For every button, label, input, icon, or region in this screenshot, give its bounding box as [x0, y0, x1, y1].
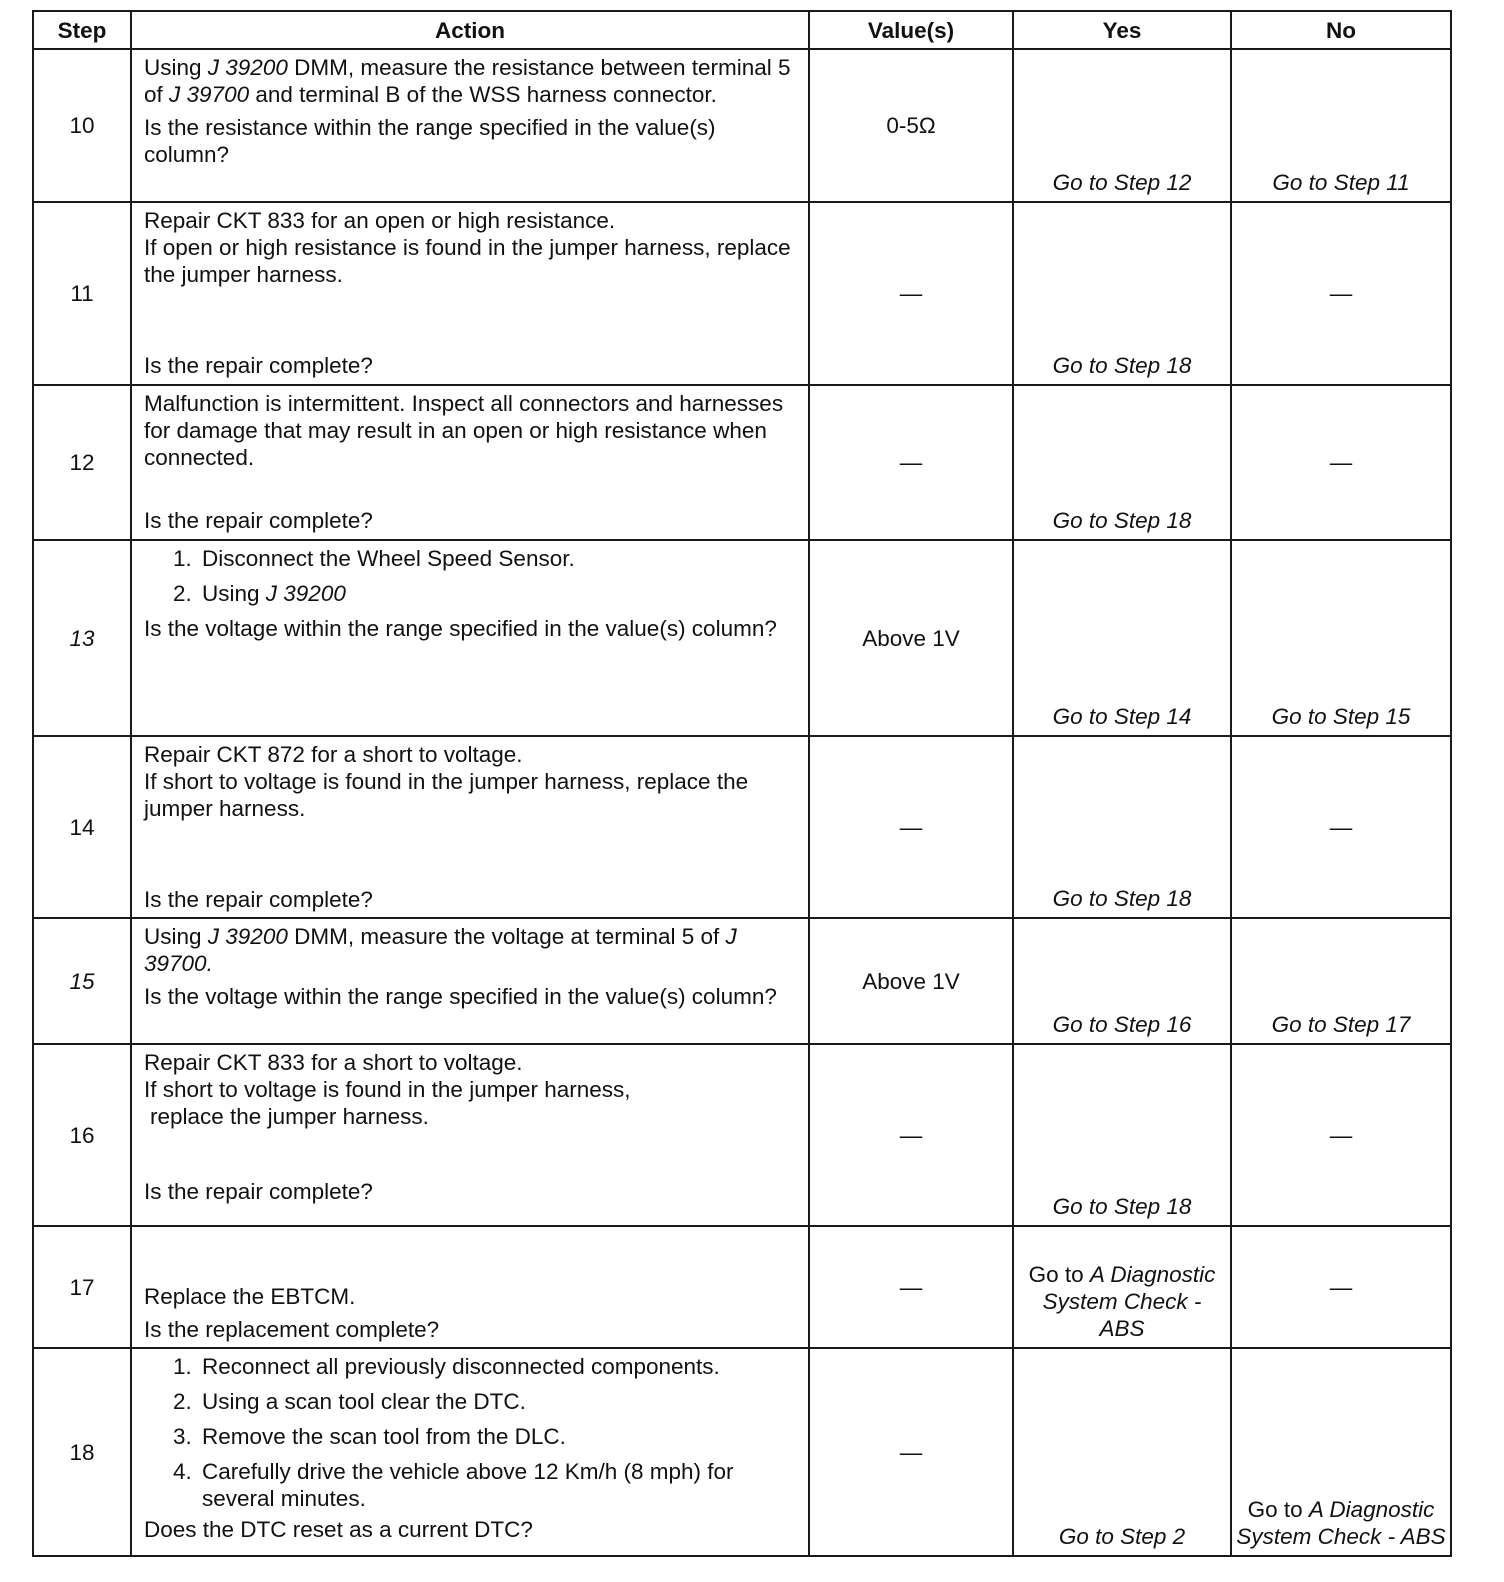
action-question: Is the repair complete? [144, 1179, 373, 1204]
no-goto-prefix: Go to [1247, 1497, 1309, 1522]
action-question: Is the resistance within the range specified in the value(s) column? [144, 115, 716, 167]
action-question: Does the DTC reset as a current DTC? [144, 1517, 533, 1542]
header-action: Action [131, 11, 809, 49]
tool-ref: J 39200 [207, 924, 288, 949]
header-row [33, 11, 1451, 49]
no-cell [1231, 1348, 1451, 1556]
value-cell: 0-5Ω [809, 49, 1013, 202]
table-row-step-15 [33, 918, 1451, 1044]
tool-ref: J 39700 [169, 82, 250, 107]
value-cell: — [809, 1044, 1013, 1226]
step-number: 11 [33, 202, 131, 385]
action-text: Repair CKT 872 for a short to voltage. [144, 742, 523, 767]
action-question: Is the repair complete? [144, 508, 373, 533]
value-cell: — [809, 1226, 1013, 1348]
action-cell [131, 385, 809, 540]
yes-goto-target: A Diagnostic System Check - ABS [1042, 1262, 1216, 1341]
no-cell: — [1231, 202, 1451, 385]
action-text: Using J 39200 DMM, measure the voltage at terminal 5 of J 39700. [144, 924, 737, 976]
list-item: 2. Using a scan tool clear the DTC. [198, 1388, 802, 1415]
yes-cell [1013, 1226, 1231, 1348]
table-row-step-18 [33, 1348, 1451, 1556]
yes-cell: Go to Step 18 [1013, 385, 1231, 540]
tool-ref: J 39200 [207, 55, 288, 80]
yes-cell: Go to Step 18 [1013, 202, 1231, 385]
value-cell: — [809, 202, 1013, 385]
list-item: 4. Carefully drive the vehicle above 12 Km/h (8 mph) for several minutes. [198, 1458, 802, 1512]
step-number: 16 [33, 1044, 131, 1226]
header-values: Value(s) [809, 11, 1013, 49]
yes-cell: Go to Step 18 [1013, 736, 1231, 918]
header-yes: Yes [1013, 11, 1231, 49]
value-cell: Above 1V [809, 918, 1013, 1044]
action-text: Using J 39200 DMM, measure the resistance between terminal 5 of J 39700 and terminal B of the WSS harness connector. [144, 55, 791, 107]
action-text: Replace the EBTCM. [144, 1284, 356, 1309]
step-number: 12 [33, 385, 131, 540]
action-text: replace the jumper harness. [150, 1104, 429, 1129]
list-item: 2. Using J 39200 [198, 580, 802, 607]
value-cell: — [809, 385, 1013, 540]
table-row-step-14 [33, 736, 1451, 918]
action-text: Repair CKT 833 for an open or high resistance. [144, 208, 616, 233]
table-row-step-13 [33, 540, 1451, 736]
action-cell [131, 49, 809, 202]
no-cell: Go to Step 15 [1231, 540, 1451, 736]
action-question: Is the voltage within the range specified in the value(s) column? [144, 616, 777, 641]
table-row-step-17 [33, 1226, 1451, 1348]
no-cell: — [1231, 1226, 1451, 1348]
action-question: Is the replacement complete? [144, 1317, 440, 1342]
value-cell: — [809, 736, 1013, 918]
step-number: 17 [33, 1226, 131, 1348]
action-question: Is the repair complete? [144, 887, 373, 912]
table-row-step-10 [33, 49, 1451, 202]
no-cell: — [1231, 1044, 1451, 1226]
list-item: 1. Reconnect all previously disconnected components. [198, 1353, 802, 1380]
action-cell [131, 1044, 809, 1226]
action-text: Repair CKT 833 for a short to voltage. [144, 1050, 523, 1075]
list-item: 1. Disconnect the Wheel Speed Sensor. [198, 545, 802, 572]
action-text: If short to voltage is found in the jumper harness, replace the jumper harness. [144, 769, 749, 821]
step-number: 14 [33, 736, 131, 918]
header-step: Step [33, 11, 131, 49]
action-steps [144, 545, 802, 607]
action-cell [131, 540, 809, 736]
header-no: No [1231, 11, 1451, 49]
yes-cell: Go to Step 2 [1013, 1348, 1231, 1556]
action-text: Malfunction is intermittent. Inspect all connectors and harnesses for damage that may result in an open or high resistance when connected. [144, 391, 784, 470]
yes-cell: Go to Step 16 [1013, 918, 1231, 1044]
step-number: 13 [33, 540, 131, 736]
step-number: 10 [33, 49, 131, 202]
action-cell [131, 202, 809, 385]
value-cell: Above 1V [809, 540, 1013, 736]
action-cell [131, 1226, 809, 1348]
action-cell [131, 918, 809, 1044]
yes-cell: Go to Step 18 [1013, 1044, 1231, 1226]
diagnostic-table [32, 10, 1452, 1557]
action-question: Is the voltage within the range specified in the value(s) column? [144, 984, 777, 1009]
tool-ref: J 39200 [265, 581, 346, 606]
no-goto-target: A Diagnostic System Check - ABS [1236, 1497, 1446, 1549]
action-text: If open or high resistance is found in the jumper harness, replace the jumper harness. [144, 235, 791, 287]
action-cell [131, 736, 809, 918]
action-text: If short to voltage is found in the jumper harness, [144, 1077, 631, 1102]
no-cell: — [1231, 385, 1451, 540]
yes-cell: Go to Step 12 [1013, 49, 1231, 202]
value-cell: — [809, 1348, 1013, 1556]
table-row-step-11 [33, 202, 1451, 385]
step-number: 18 [33, 1348, 131, 1556]
tool-ref: J 39700. [144, 924, 737, 976]
yes-cell: Go to Step 14 [1013, 540, 1231, 736]
no-cell: Go to Step 11 [1231, 49, 1451, 202]
table-row-step-16 [33, 1044, 1451, 1226]
no-cell: — [1231, 736, 1451, 918]
no-cell: Go to Step 17 [1231, 918, 1451, 1044]
action-question: Is the repair complete? [144, 353, 373, 378]
action-cell [131, 1348, 809, 1556]
yes-goto-prefix: Go to [1028, 1262, 1090, 1287]
step-number: 15 [33, 918, 131, 1044]
table-row-step-12 [33, 385, 1451, 540]
list-item: 3. Remove the scan tool from the DLC. [198, 1423, 802, 1450]
action-steps [144, 1353, 802, 1512]
